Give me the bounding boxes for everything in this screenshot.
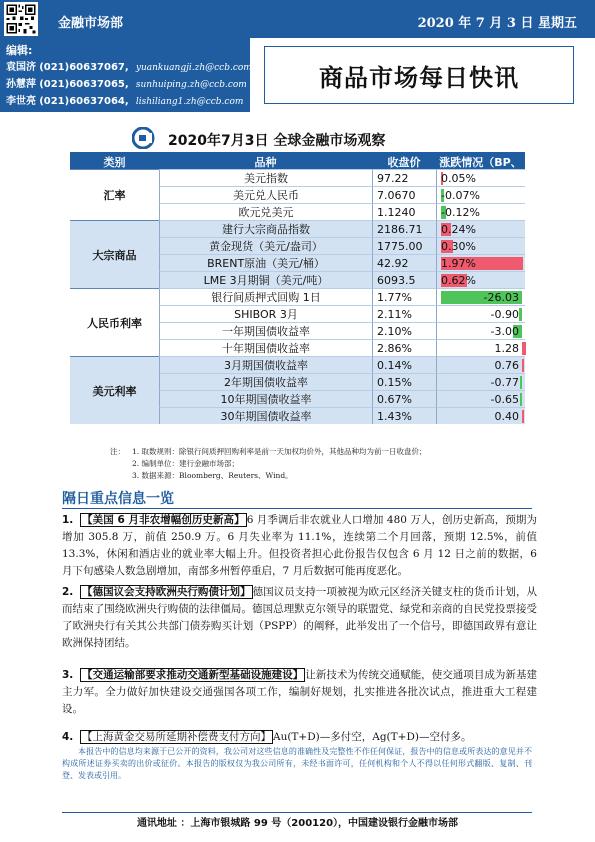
change-value: -0.12%: [441, 206, 480, 219]
section-divider: [62, 508, 532, 509]
close-value: 2.86%: [372, 339, 436, 356]
note-item: 注： 1. 取数规则：除银行间质押回购利率是前一天加权均价外，其他品种均为前一日收盘价；: [110, 447, 427, 456]
editor-name: 李世亮: [6, 96, 36, 107]
item-name: 美元兑人民币: [159, 186, 372, 203]
close-value: 0.67%: [372, 390, 436, 407]
news-headline: 【上海黄金交易所延期补偿费支付方向】: [81, 731, 271, 743]
header-change: 涨跌情况（BP、: [439, 156, 522, 169]
item-name: 10年期国债收益率: [159, 390, 372, 407]
news-body: 6 月季调后非农就业人口增加 480 万人，创历史新高，预期为增加 305.8 万，前值 250.9 万。6 月失业率为 11.1%，连续第二个月回落，预期 12.5%，前值 13.3%，休闲和酒店业的就业率大幅上升。但投资者担心此份报告仅包含 6 月 12 日之前的数据，6 月下旬感染人数急剧增加，南部多州暂停重启，7 月后数据可能再度恶化。: [62, 514, 537, 577]
news-item: 1. 【美国 6 月非农增幅创历史新高】 6 月季调后非农就业人口增加 480 万人，创历史新高，预期为增加 305.8 万，前值 250.9 万。6 月失业率为 11.1%，连续第二个月回落，预期 12.5%，前值 13.3%，休闲和酒店业的就业率大幅上升。但投资者担心此份报告仅包含 6 月 12 日之前的数据，6 月下旬感染人数急剧增加，南部多州暂停重启，7 月后数据可能再度恶化。: [62, 514, 537, 577]
footer-address: 通讯地址 ：上海市银城路 99 号（200120），中国建设银行金融市场部: [136, 818, 459, 829]
change-cell: [436, 203, 525, 220]
table-notes: [110, 446, 427, 482]
close-value: 0.15%: [372, 373, 436, 390]
close-value: 2.11%: [372, 305, 436, 322]
editor-phone: (021)60637067,: [39, 62, 129, 73]
editor-phone: (021)60637065,: [39, 79, 129, 90]
change-cell: [436, 373, 525, 390]
change-cell: [436, 390, 525, 407]
news-body: 德国议员支持一项被视为欧元区经济关键支柱的货币计划，从而结束了围绕欧洲央行购债的法律僵局。德国总理默克尔领导的联盟党、绿党和亲商的自民党投票接受了欧洲央行有关其公共部门债券购买计划（PSPP）的阐释，此举发出了一个信号，即德国政界有意让欧洲保持团结。: [62, 586, 538, 649]
change-bar: [520, 393, 522, 406]
change-cell: [436, 339, 525, 356]
editor-row: [6, 58, 252, 73]
note-item: 2. 编制单位：建行金融市场部；: [132, 459, 240, 468]
news-item: 4. 【上海黄金交易所延期补偿费支付方向】 Au(T+D)—多付空，Ag(T+D)—空付多。: [62, 731, 472, 743]
market-table: [70, 152, 525, 424]
change-value: 0.40: [494, 410, 519, 423]
note-item: 3. 数据来源：Bloomberg、Reuters、Wind。: [132, 471, 293, 480]
item-name: BRENT原油（美元/桶）: [159, 254, 372, 271]
change-value: -26.03: [483, 291, 519, 304]
item-name: 一年期国债收益率: [159, 322, 372, 339]
table-header: [70, 152, 525, 169]
close-value: 6093.5: [372, 271, 436, 288]
editor-row: [6, 75, 247, 90]
item-name: 十年期国债收益率: [159, 339, 372, 356]
change-bar: [519, 308, 522, 321]
change-cell: [436, 186, 525, 203]
report-title: 商品市场每日快讯: [319, 63, 519, 92]
close-value: 42.92: [372, 254, 436, 271]
item-name: LME 3月期铜（美元/吨）: [159, 271, 372, 288]
change-value: 0.76: [494, 359, 519, 372]
table-title: 2020年7月3日 全球金融市场观察: [168, 133, 386, 149]
change-cell: [436, 407, 525, 424]
item-name: SHIBOR 3月: [159, 305, 372, 322]
item-name: 3月期国债收益率: [159, 356, 372, 373]
item-name: 银行间质押式回购 1日: [159, 288, 372, 305]
change-value: 0.05%: [441, 172, 476, 185]
close-value: 1.1240: [372, 203, 436, 220]
change-value: -0.07%: [441, 189, 480, 202]
close-value: 1775.00: [372, 237, 436, 254]
news-item: 3. 【交通运输部要求推动交通新型基础设施建设】 让新技术为传统交通赋能，使交通项目成为新基建主力军。全力做好加快建设交通强国各项工作，编制好规划，扎实推进各批次试点，推进重大工程建设。: [62, 669, 538, 715]
change-cell: [436, 288, 525, 305]
change-value: -3.00: [490, 325, 519, 338]
close-value: 7.0670: [372, 186, 436, 203]
change-cell: [436, 237, 525, 254]
category-cell: 大宗商品: [70, 220, 159, 288]
change-cell: [436, 356, 525, 373]
top-banner: [0, 0, 595, 38]
change-value: 1.28: [494, 342, 519, 355]
header-category: 类别: [103, 156, 126, 169]
category-cell: 美元利率: [70, 356, 159, 424]
qr-code-icon: [4, 2, 38, 36]
item-name: 30年期国债收益率: [159, 407, 372, 424]
news-headline: 【德国议会支持欧洲央行购债计划】: [82, 586, 251, 598]
close-value: 97.22: [372, 169, 436, 186]
change-value: -0.77: [490, 376, 519, 389]
editor-name: 袁国济: [6, 62, 36, 73]
news-body: Au(T+D)—多付空，Ag(T+D)—空付多。: [272, 731, 472, 743]
close-value: 1.43%: [372, 407, 436, 424]
item-name: 黄金现货（美元/盎司）: [159, 237, 372, 254]
news-headline: 【交通运输部要求推动交通新型基础设施建设】: [82, 669, 304, 681]
notes-label: 注：: [110, 447, 125, 456]
close-value: 2186.71: [372, 220, 436, 237]
category-cell: 汇率: [70, 169, 159, 220]
editor-email: yuankuangji.zh@ccb.com: [135, 63, 252, 73]
editor-phone: (021)60637064,: [39, 96, 129, 107]
item-name: 美元指数: [159, 169, 372, 186]
change-cell: [436, 254, 525, 271]
disclaimer: 本报告中的信息均来源于已公开的资料，我公司对这些信息的准确性及完整性不作任何保证，报告中的信息或所表达的意见并不构成所述证券买卖的出价或征价。本报告的版权仅为我公司所有，未经书面许可，任何机构和个人不得以任何形式翻版、复制、刊登、发表或引用。: [62, 747, 532, 780]
editor-name: 孙慧萍: [6, 79, 36, 90]
change-value: 0.62%: [441, 274, 476, 287]
change-cell: [436, 271, 525, 288]
change-bar: [522, 342, 526, 355]
department-name: 金融市场部: [58, 16, 124, 31]
change-cell: [436, 322, 525, 339]
section-title: 隔日重点信息一览: [62, 491, 174, 507]
item-name: 2年期国债收益率: [159, 373, 372, 390]
close-value: 0.14%: [372, 356, 436, 373]
editor-email: sunhuiping.zh@ccb.com: [135, 80, 247, 90]
item-name: 欧元兑美元: [159, 203, 372, 220]
change-value: 0.30%: [441, 240, 476, 253]
change-bar: [522, 410, 524, 423]
change-value: -0.65: [490, 393, 519, 406]
report-date: 2020 年 7 月 3 日 星期五: [417, 16, 577, 31]
news-item: 2. 【德国议会支持欧洲央行购债计划】 德国议员支持一项被视为欧元区经济关键支柱的货币计划，从而结束了围绕欧洲央行购债的法律僵局。德国总理默克尔领导的联盟党、绿党和亲商的自民党投票接受了欧洲央行有关其公共部门债券购买计划（PSPP）的阐释，此举发出了一个信号，即德国政界有意让欧洲保持团结。: [62, 586, 538, 649]
change-cell: [436, 220, 525, 237]
editors-panel: [0, 38, 250, 112]
item-name: 建行大宗商品指数: [159, 220, 372, 237]
change-value: 1.97%: [441, 257, 476, 270]
ccb-logo-icon: [132, 127, 156, 149]
change-cell: [436, 169, 525, 186]
category-cell: 人民币利率: [70, 288, 159, 356]
editors-label: 编辑:: [6, 44, 33, 57]
change-bar: [522, 359, 524, 372]
news-headline: 【美国 6 月非农增幅创历史新高】: [82, 514, 245, 526]
change-value: -0.90: [490, 308, 519, 321]
report-title-box: [264, 46, 574, 104]
header-close: 收盘价: [387, 156, 421, 169]
change-cell: [436, 305, 525, 322]
close-value: 1.77%: [372, 288, 436, 305]
change-value: 0.24%: [441, 223, 476, 236]
news-body: 让新技术为传统交通赋能，使交通项目成为新基建主力军。全力做好加快建设交通强国各项工作，编制好规划，扎实推进各批次试点，推进重大工程建设。: [62, 669, 538, 715]
editor-row: [6, 92, 243, 107]
header-item: 品种: [254, 156, 277, 169]
close-value: 2.10%: [372, 322, 436, 339]
change-bar: [520, 376, 522, 389]
editor-email: lishiliang1.zh@ccb.com: [135, 97, 244, 107]
footer-divider: [62, 812, 532, 813]
